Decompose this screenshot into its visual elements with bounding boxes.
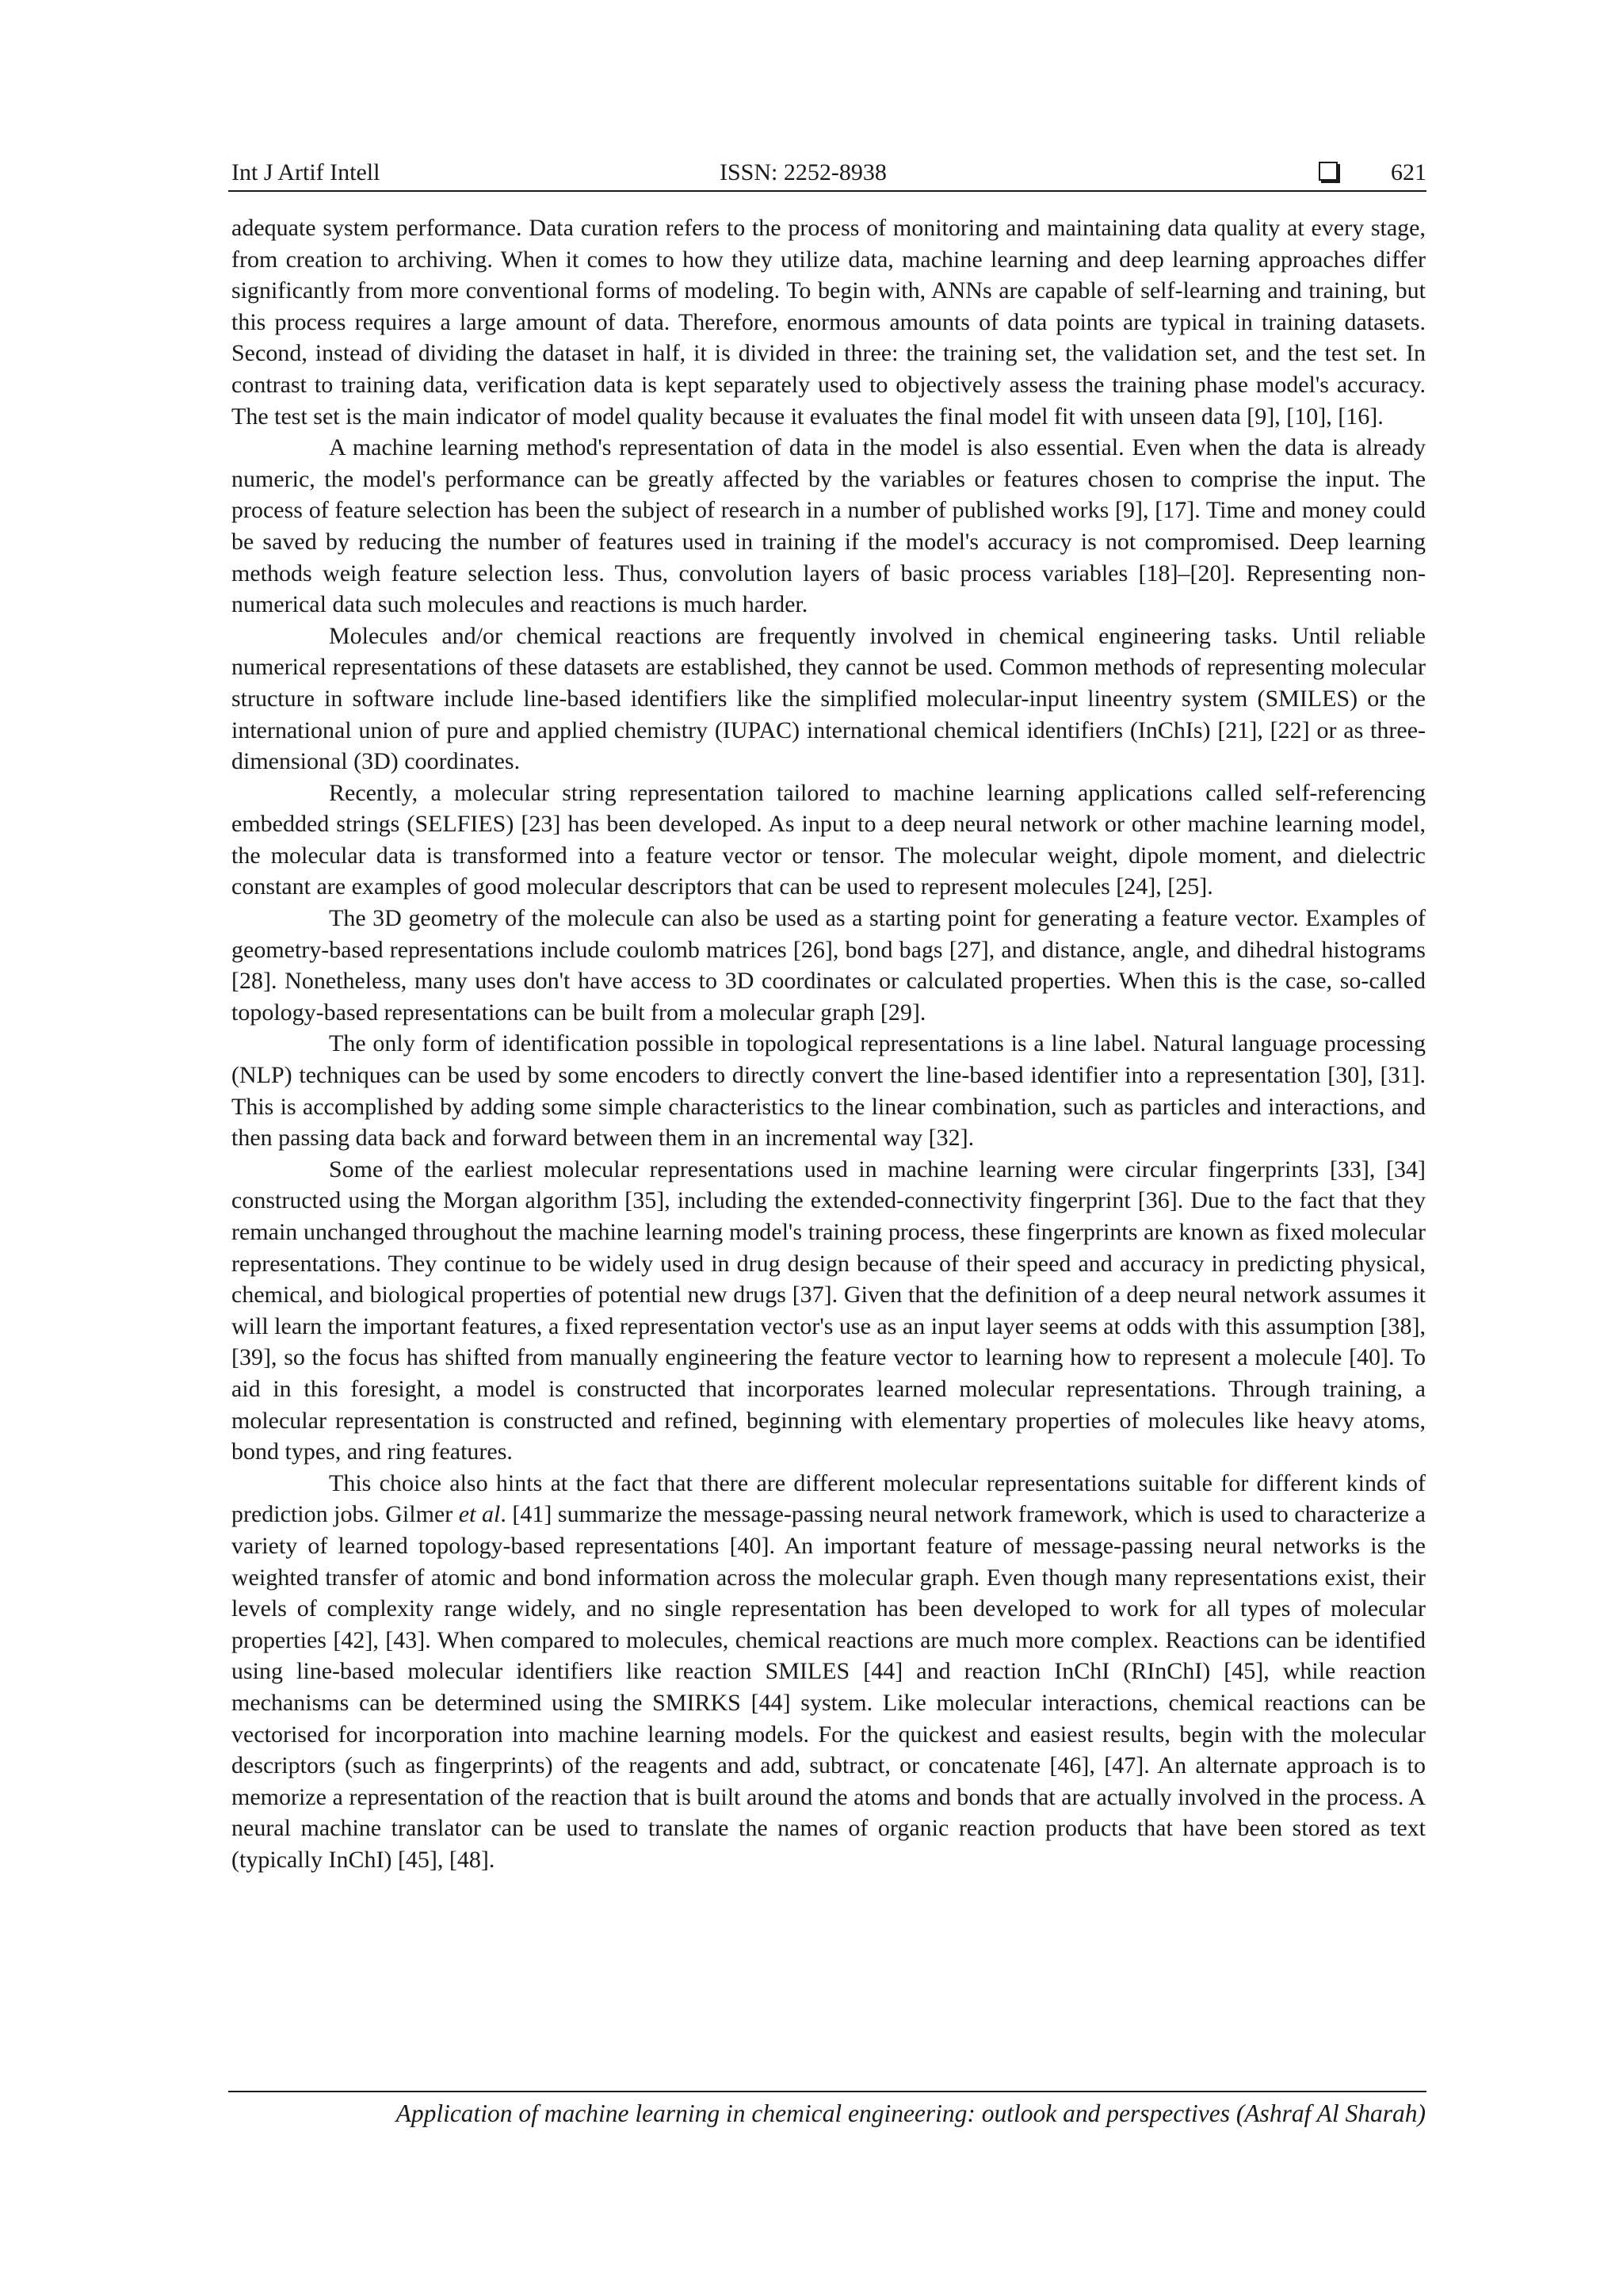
paragraph <box>231 1468 1426 1876</box>
paragraph: adequate system performance. Data curation refers to the process of monitoring and maintaining data quality at every stage, from creation to archiving. When it comes to how they utilize data, machine learning and deep learning approaches differ significantly from more conventional forms of modeling. To begin with, ANNs are capable of self-learning and training, but this process requires a large amount of data. Therefore, enormous amounts of data points are typical in training datasets. Second, instead of dividing the dataset in half, it is divided in three: the training set, the validation set, and the test set. In contrast to training data, verification data is kept separately used to objectively assess the training phase model's accuracy. The test set is the main indicator of model quality because it evaluates the final model fit with unseen data [9], [10], [16]. <box>231 215 1426 430</box>
square-box-icon <box>1319 162 1338 181</box>
paragraph: A machine learning method's representation of data in the model is also essential. Even when the data is already numeric, the model's performance can be greatly affected by the variables or features chosen to comprise the input. The process of feature selection has been the subject of research in a number of published works [9], [17]. Time and money could be saved by reducing the number of features used in training if the model's accuracy is not compromised. Deep learning methods weigh feature selection less. Thus, convolution layers of basic process variables [18]–[20]. Representing non-numerical data such molecules and reactions is much harder. <box>231 434 1426 618</box>
issn: ISSN: 2252-8938 <box>720 159 887 185</box>
paragraph-text: This choice also hints at the fact that there are different molecular representations suitable for different kinds of prediction jobs. Gilmer <box>231 1469 1426 1528</box>
paragraph: The 3D geometry of the molecule can also be used as a starting point for generating a feature vector. Examples of geometry-based representations include coulomb matrices [26], bond bags [27], and distance, angle, and dihedral histograms [28]. Nonetheless, many uses don't have access to 3D coordinates or calculated properties. When this is the case, so-called topology-based representations can be built from a molecular graph [29]. <box>231 905 1426 1026</box>
journal-name: Int J Artif Intell <box>231 159 380 185</box>
paragraph: Recently, a molecular string representation tailored to machine learning applications called self-referencing embedded strings (SELFIES) [23] has been developed. As input to a deep neural network or other machine learning model, the molecular data is transformed into a feature vector or tensor. The molecular weight, dipole moment, and dielectric constant are examples of good molecular descriptors that can be used to represent molecules [24], [25]. <box>231 779 1426 900</box>
paragraph: Molecules and/or chemical reactions are frequently involved in chemical engineering tasks. Until reliable numerical representations of these datasets are established, they cannot be used. Common methods of representing molecular structure in software include line-based identifiers like the simplified molecular-input lineentry system (SMILES) or the international union of pure and applied chemistry (IUPAC) international chemical identifiers (InChIs) [21], [22] or as three-dimensional (3D) coordinates. <box>231 622 1426 775</box>
paragraph: Some of the earliest molecular representations used in machine learning were circular fingerprints [33], [34] constructed using the Morgan algorithm [35], including the extended-connectivity fingerprint [36]. Due to the fact that they remain unchanged throughout the machine learning model's training process, these fingerprints are known as fixed molecular representations. They continue to be widely used in drug design because of their speed and accuracy in predicting physical, chemical, and biological properties of potential new drugs [37]. Given that the definition of a deep neural network assumes it will learn the important features, a fixed representation vector's use as an input layer seems at odds with this assumption [38], [39], so the focus has shifted from manually engineering the feature vector to learning how to represent a molecule [40]. To aid in this foresight, a model is constructed that incorporates learned molecular representations. Through training, a molecular representation is constructed and refined, beginning with elementary properties of molecules like heavy atoms, bond types, and ring features. <box>231 1156 1426 1465</box>
paragraph: The only form of identification possible in topological representations is a line label. Natural language processing (NLP) techniques can be used by some encoders to directly convert the line-based identifier into a representation [30], [31]. This is accomplished by adding some simple characteristics to the linear combination, such as particles and interactions, and then passing data back and forward between them in an incremental way [32]. <box>231 1030 1426 1152</box>
running-footer: Application of machine learning in chemical engineering: outlook and perspectives (Ashraf Al Sharah) <box>395 2099 1426 2127</box>
header-rule <box>228 190 1426 192</box>
page-number: 621 <box>1391 159 1426 185</box>
body-text <box>231 212 1426 1875</box>
paragraph-text: . [41] summarize the message-passing neural network framework, which is used to characterize a variety of learned topology-based representations [40]. An important feature of message-passing neural networks is the weighted transfer of atomic and bond information across the molecular graph. Even though many representations exist, their levels of complexity range widely, and no single representation has been developed to work for all types of molecular properties [42], [43]. When compared to molecules, chemical reactions are much more complex. Reactions can be identified using line-based molecular identifiers like reaction SMILES [44] and reaction InChI (RInChI) [45], while reaction mechanisms can be determined using the SMIRKS [44] system. Like molecular interactions, chemical reactions can be vectorised for incorporation into machine learning models. For the quickest and easiest results, begin with the molecular descriptors (such as fingerprints) of the reagents and add, subtract, or concatenate [46], [47]. An alternate approach is to memorize a representation of the reaction that is built around the atoms and bonds that are actually involved in the process. A neural machine translator can be used to translate the names of organic reaction products that have been stored as text (typically InChI) [45], [48]. <box>231 1501 1426 1873</box>
running-header <box>231 155 1426 190</box>
footer-rule <box>228 2091 1426 2092</box>
italic-text: et al <box>458 1501 501 1528</box>
